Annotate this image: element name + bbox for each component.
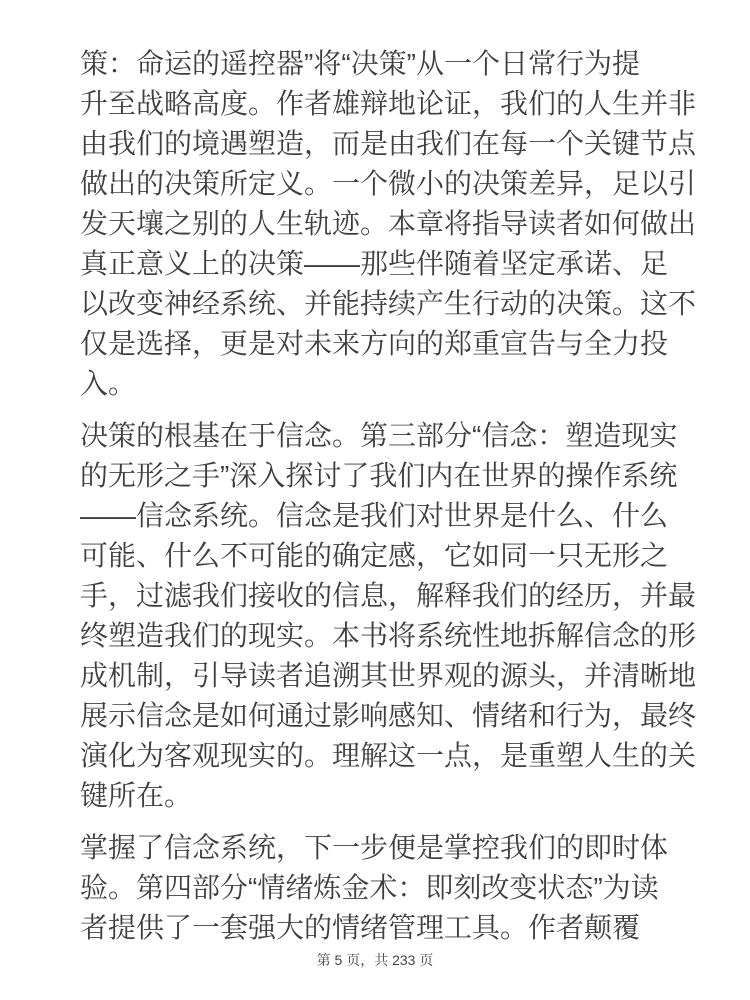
text-line: 由我们的境遇塑造，而是由我们在每一个关键节点: [80, 128, 697, 159]
text-line: 真正意义上的决策——那些伴随着坚定承诺、足: [80, 248, 669, 279]
text-line: 入。: [80, 368, 137, 399]
text-line: 手，过滤我们接收的信息，解释我们的经历，并最: [80, 580, 697, 611]
text-line: 策：命运的遥控器”将“决策”从一个日常行为提: [80, 48, 640, 79]
text-line: 以改变神经系统、并能持续产生行动的决策。这不: [80, 288, 697, 319]
paragraph: [80, 828, 680, 948]
text-line: 成机制，引导读者追溯其世界观的源头，并清晰地: [80, 660, 697, 691]
page-number-indicator: 第 5 页，共 233 页: [316, 952, 434, 968]
text-line: 可能、什么不可能的确定感，它如同一只无形之: [80, 540, 669, 571]
page-text: [80, 44, 697, 960]
text-line: ——信念系统。信念是我们对世界是什么、什么: [80, 500, 669, 531]
paragraph: [80, 416, 697, 816]
text-line: 验。第四部分“情绪炼金术：即刻改变状态”为读: [80, 872, 659, 903]
text-line: 仅是选择，更是对未来方向的郑重宣告与全力投: [80, 328, 669, 359]
text-line: 者提供了一套强大的情绪管理工具。作者颠覆: [80, 912, 641, 943]
text-line: 升至战略高度。作者雄辩地论证，我们的人生并非: [80, 88, 697, 119]
text-line: 演化为客观现实的。理解这一点，是重塑人生的关: [80, 740, 697, 771]
text-line: 终塑造我们的现实。本书将系统性地拆解信念的形: [80, 620, 697, 651]
text-line: 做出的决策所定义。一个微小的决策差异，足以引: [80, 168, 697, 199]
text-line: 键所在。: [80, 780, 193, 811]
text-line: 发天壤之别的人生轨迹。本章将指导读者如何做出: [80, 208, 697, 239]
text-line: 掌握了信念系统，下一步便是掌控我们的即时体: [80, 832, 669, 863]
text-line: 决策的根基在于信念。第三部分“信念：塑造现实: [80, 420, 678, 451]
text-line: 展示信念是如何通过影响感知、情绪和行为，最终: [80, 700, 697, 731]
paragraph: [80, 44, 697, 404]
text-line: 的无形之手”深入探讨了我们内在世界的操作系统: [80, 460, 678, 491]
